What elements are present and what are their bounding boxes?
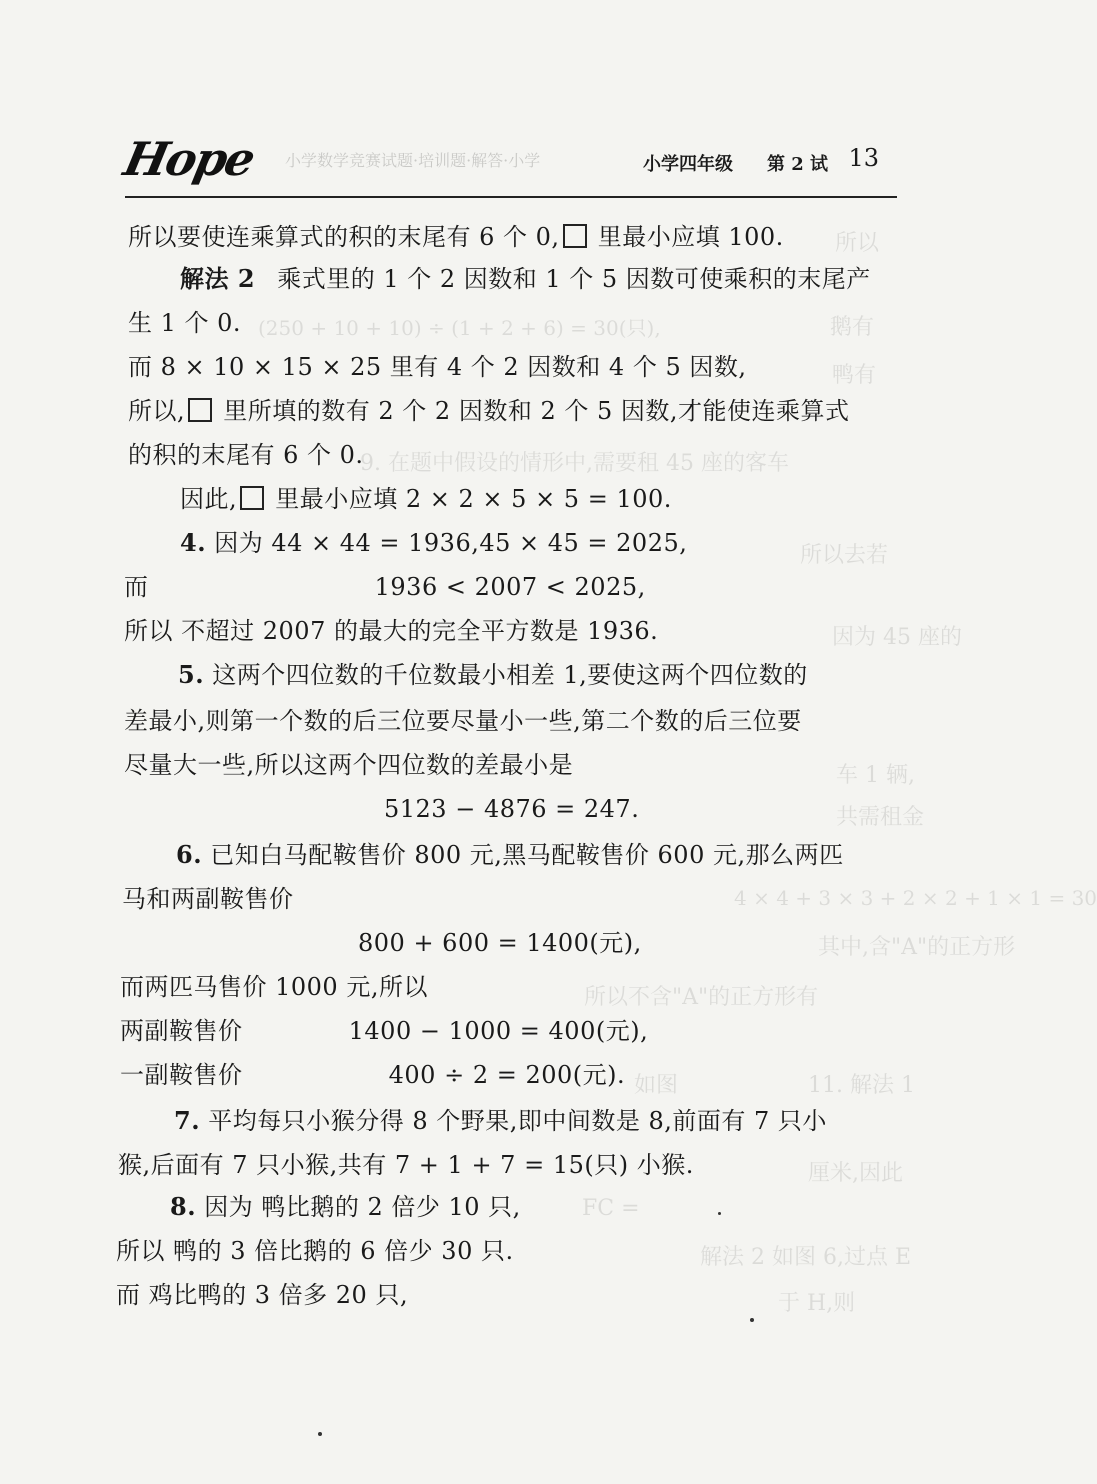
ghost-text: (250 + 10 + 10) ÷ (1 + 2 + 6) = 30(只), — [258, 316, 661, 340]
text-line: 7. 平均每只小猴分得 8 个野果,即中间数是 8,前面有 7 只小 — [174, 1106, 827, 1135]
ghost-text: 厘米,因此 — [808, 1161, 903, 1186]
ghost-text: 解法 2 如图 6,过点 E — [700, 1245, 912, 1270]
method-label: 解法 2 — [180, 264, 256, 293]
blank-box — [188, 398, 212, 422]
problem-number: 8. — [170, 1192, 197, 1221]
text-line: 而 鸡比鸭的 3 倍多 20 只, — [116, 1281, 409, 1309]
ghost-text: 因为 45 座的 — [832, 625, 962, 650]
ghost-text: 鸭有 — [832, 363, 877, 388]
text-line: 而两匹马售价 1000 元,所以 — [120, 973, 428, 1001]
text-line: 而 8 × 10 × 15 × 25 里有 4 个 2 因数和 4 个 5 因数, — [128, 353, 747, 381]
ghost-text: 所以去若 — [800, 543, 889, 568]
print-speck — [318, 1432, 322, 1436]
text-line: 所以 不超过 2007 的最大的完全平方数是 1936. — [124, 617, 659, 645]
text-line: 4. 因为 44 × 44 = 1936,45 × 45 = 2025, — [180, 528, 688, 557]
ghost-text: 所以不含"A"的正方形有 — [584, 985, 819, 1010]
ghost-text: 共需租金 — [836, 805, 925, 830]
ghost-text: 11. 解法 1 — [808, 1073, 915, 1098]
ghost-text: 鹅有 — [830, 315, 875, 340]
text-line: 所以, 里所填的数有 2 个 2 因数和 2 个 5 因数,才能使连乘算式 — [128, 397, 850, 425]
ghost-text: 所以 — [835, 231, 880, 256]
blank-box — [240, 486, 264, 510]
text-line: 的积的末尾有 6 个 0. — [128, 441, 364, 469]
print-speck — [750, 1318, 754, 1322]
ghost-text: 4 × 4 + 3 × 3 + 2 × 2 + 1 × 1 = 30 — [734, 886, 1097, 910]
text-line: 所以 鸭的 3 倍比鹅的 6 倍少 30 只. — [116, 1237, 514, 1265]
ghost-text: 于 H,则 — [778, 1291, 856, 1316]
text-line: 5123 − 4876 = 247. — [384, 795, 640, 823]
ghost-text: FC = — [582, 1196, 640, 1221]
text-line: 尽量大一些,所以这两个四位数的差最小是 — [124, 751, 574, 779]
text-line: 解法 2 乘式里的 1 个 2 因数和 1 个 5 因数可使乘积的末尾产 — [180, 264, 871, 293]
running-header — [119, 128, 897, 198]
blank-box — [563, 224, 587, 248]
series-title: 小学数学竞赛试题·培训题·解答·小学 — [285, 151, 541, 170]
trial-label: 第 2 试 — [767, 154, 829, 175]
problem-number: 6. — [176, 840, 203, 869]
grade-label: 小学四年级 — [643, 154, 733, 175]
problem-number: 7. — [174, 1106, 201, 1135]
ghost-text: 其中,含"A"的正方形 — [818, 935, 1016, 960]
text-line: 差最小,则第一个数的后三位要尽量小一些,第二个数的后三位要 — [124, 707, 802, 735]
problem-number: 4. — [180, 528, 207, 557]
text-line: 生 1 个 0. — [128, 309, 242, 337]
text-line: 一副鞍售价 400 ÷ 2 = 200(元). — [120, 1061, 626, 1089]
text-line: 因此, 里最小应填 2 × 2 × 5 × 5 = 100. — [180, 485, 672, 513]
ghost-text: 车 1 辆, — [836, 763, 915, 788]
text-line: 8. 因为 鸭比鹅的 2 倍少 10 只, — [170, 1192, 521, 1221]
problem-number: 5. — [178, 660, 205, 689]
ghost-text: 9. 在题中假设的情形中,需要租 45 座的客车 — [360, 451, 789, 476]
text-line: 所以要使连乘算式的积的末尾有 6 个 0, 里最小应填 100. — [128, 223, 784, 251]
publisher-logo: Hope — [119, 132, 259, 186]
text-line: 猴,后面有 7 只小猴,共有 7 + 1 + 7 = 15(只) 小猴. — [118, 1151, 694, 1179]
print-speck — [718, 1212, 721, 1215]
text-line: 而 1936 < 2007 < 2025, — [124, 573, 646, 601]
text-line: 5. 这两个四位数的千位数最小相差 1,要使这两个四位数的 — [178, 660, 808, 689]
page-number: 13 — [848, 144, 879, 172]
text-line: 6. 已知白马配鞍售价 800 元,黑马配鞍售价 600 元,那么两匹 — [176, 840, 844, 869]
ghost-text: 如图 — [634, 1073, 679, 1098]
text-line: 两副鞍售价 1400 − 1000 = 400(元), — [120, 1017, 649, 1045]
text-line: 800 + 600 = 1400(元), — [358, 929, 642, 957]
text-line: 马和两副鞍售价 — [122, 885, 294, 913]
